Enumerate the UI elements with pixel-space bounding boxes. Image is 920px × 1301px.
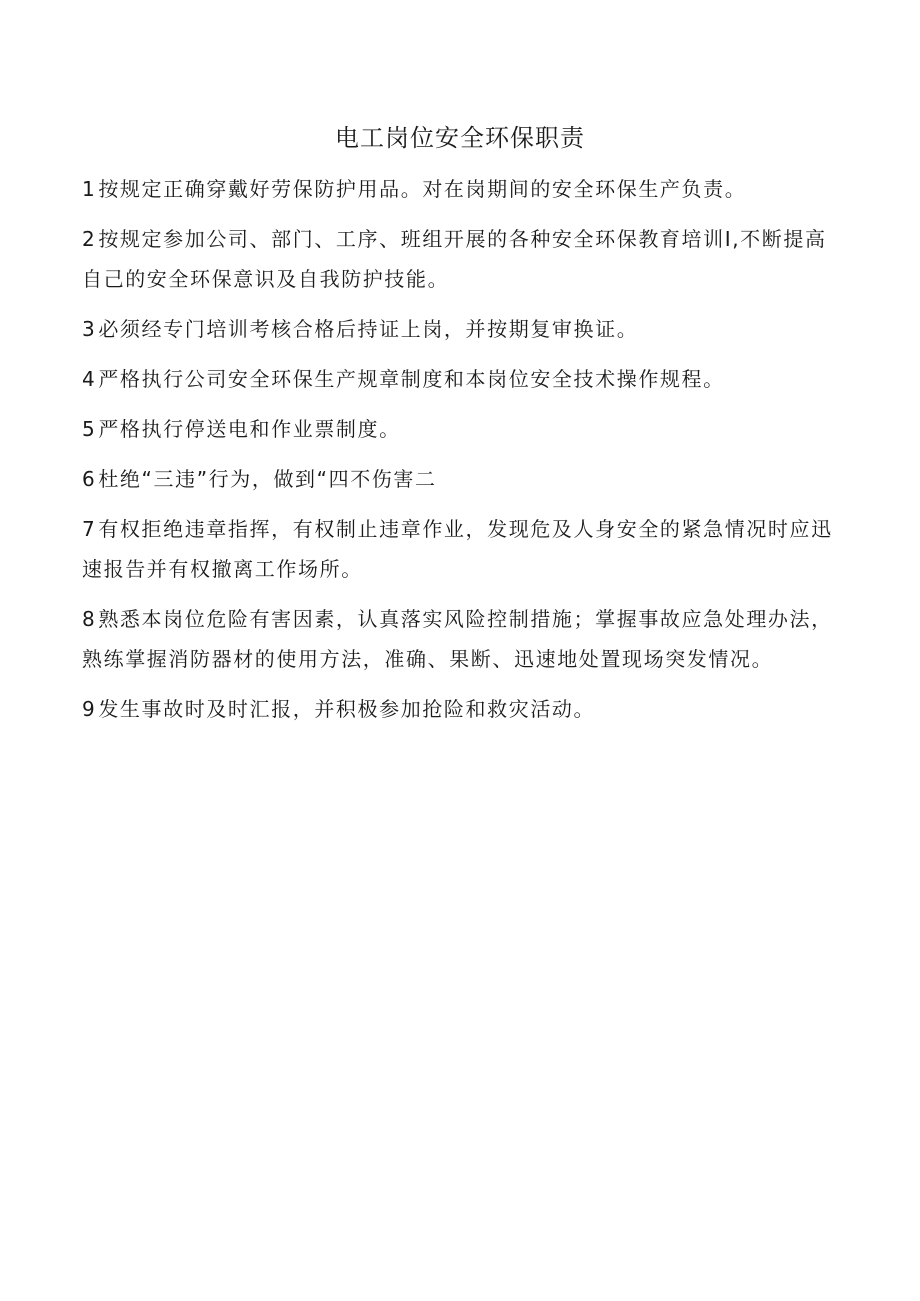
- item-text: 发生事故时及时汇报，并积极参加抢险和救灾活动。: [98, 697, 596, 721]
- list-item: [82, 219, 842, 299]
- list-item: [82, 509, 842, 589]
- item-number: 4: [82, 367, 97, 391]
- list-item: [82, 359, 842, 399]
- item-text: 按规定正确穿戴好劳保防护用品。对在岗期间的安全环保生产负责。: [98, 177, 747, 201]
- item-text: 严格执行停送电和作业票制度。: [98, 417, 401, 441]
- item-number: 2: [82, 227, 97, 251]
- item-text: 严格执行公司安全环保生产规章制度和本岗位安全技术操作规程。: [98, 367, 725, 391]
- list-item: [82, 689, 842, 729]
- item-number: 9: [82, 697, 97, 721]
- responsibility-list: [82, 169, 842, 739]
- list-item: [82, 409, 842, 449]
- list-item: [82, 599, 842, 679]
- item-text: 必须经专门培训考核合格后持证上岗，并按期复审换证。: [98, 317, 639, 341]
- item-text: 杜绝“三违”行为，做到“四不伤害二: [98, 467, 437, 491]
- list-item: [82, 309, 842, 349]
- list-item: [82, 459, 842, 499]
- list-item: [82, 169, 842, 209]
- item-number: 7: [82, 517, 97, 541]
- item-text: 有权拒绝违章指挥，有权制止违章作业，发现危及人身安全的紧急情况时应迅速报告并有权撤离工作场所。: [82, 517, 833, 581]
- document-title: 电工岗位安全环保职责: [335, 124, 585, 152]
- item-number: 3: [82, 317, 97, 341]
- item-number: 1: [82, 177, 97, 201]
- item-text: 熟悉本岗位危险有害因素，认真落实风险控制措施；掌握事故应急处理办法，熟练掌握消防器材的使用方法，准确、果断、迅速地处置现场突发情况。: [82, 607, 833, 671]
- item-number: 5: [82, 417, 97, 441]
- item-text: 按规定参加公司、部门、工序、班组开展的各种安全环保教育培训I,不断提高自己的安全环保意识及自我防护技能。: [82, 227, 827, 291]
- item-number: 8: [82, 607, 97, 631]
- item-number: 6: [82, 467, 97, 491]
